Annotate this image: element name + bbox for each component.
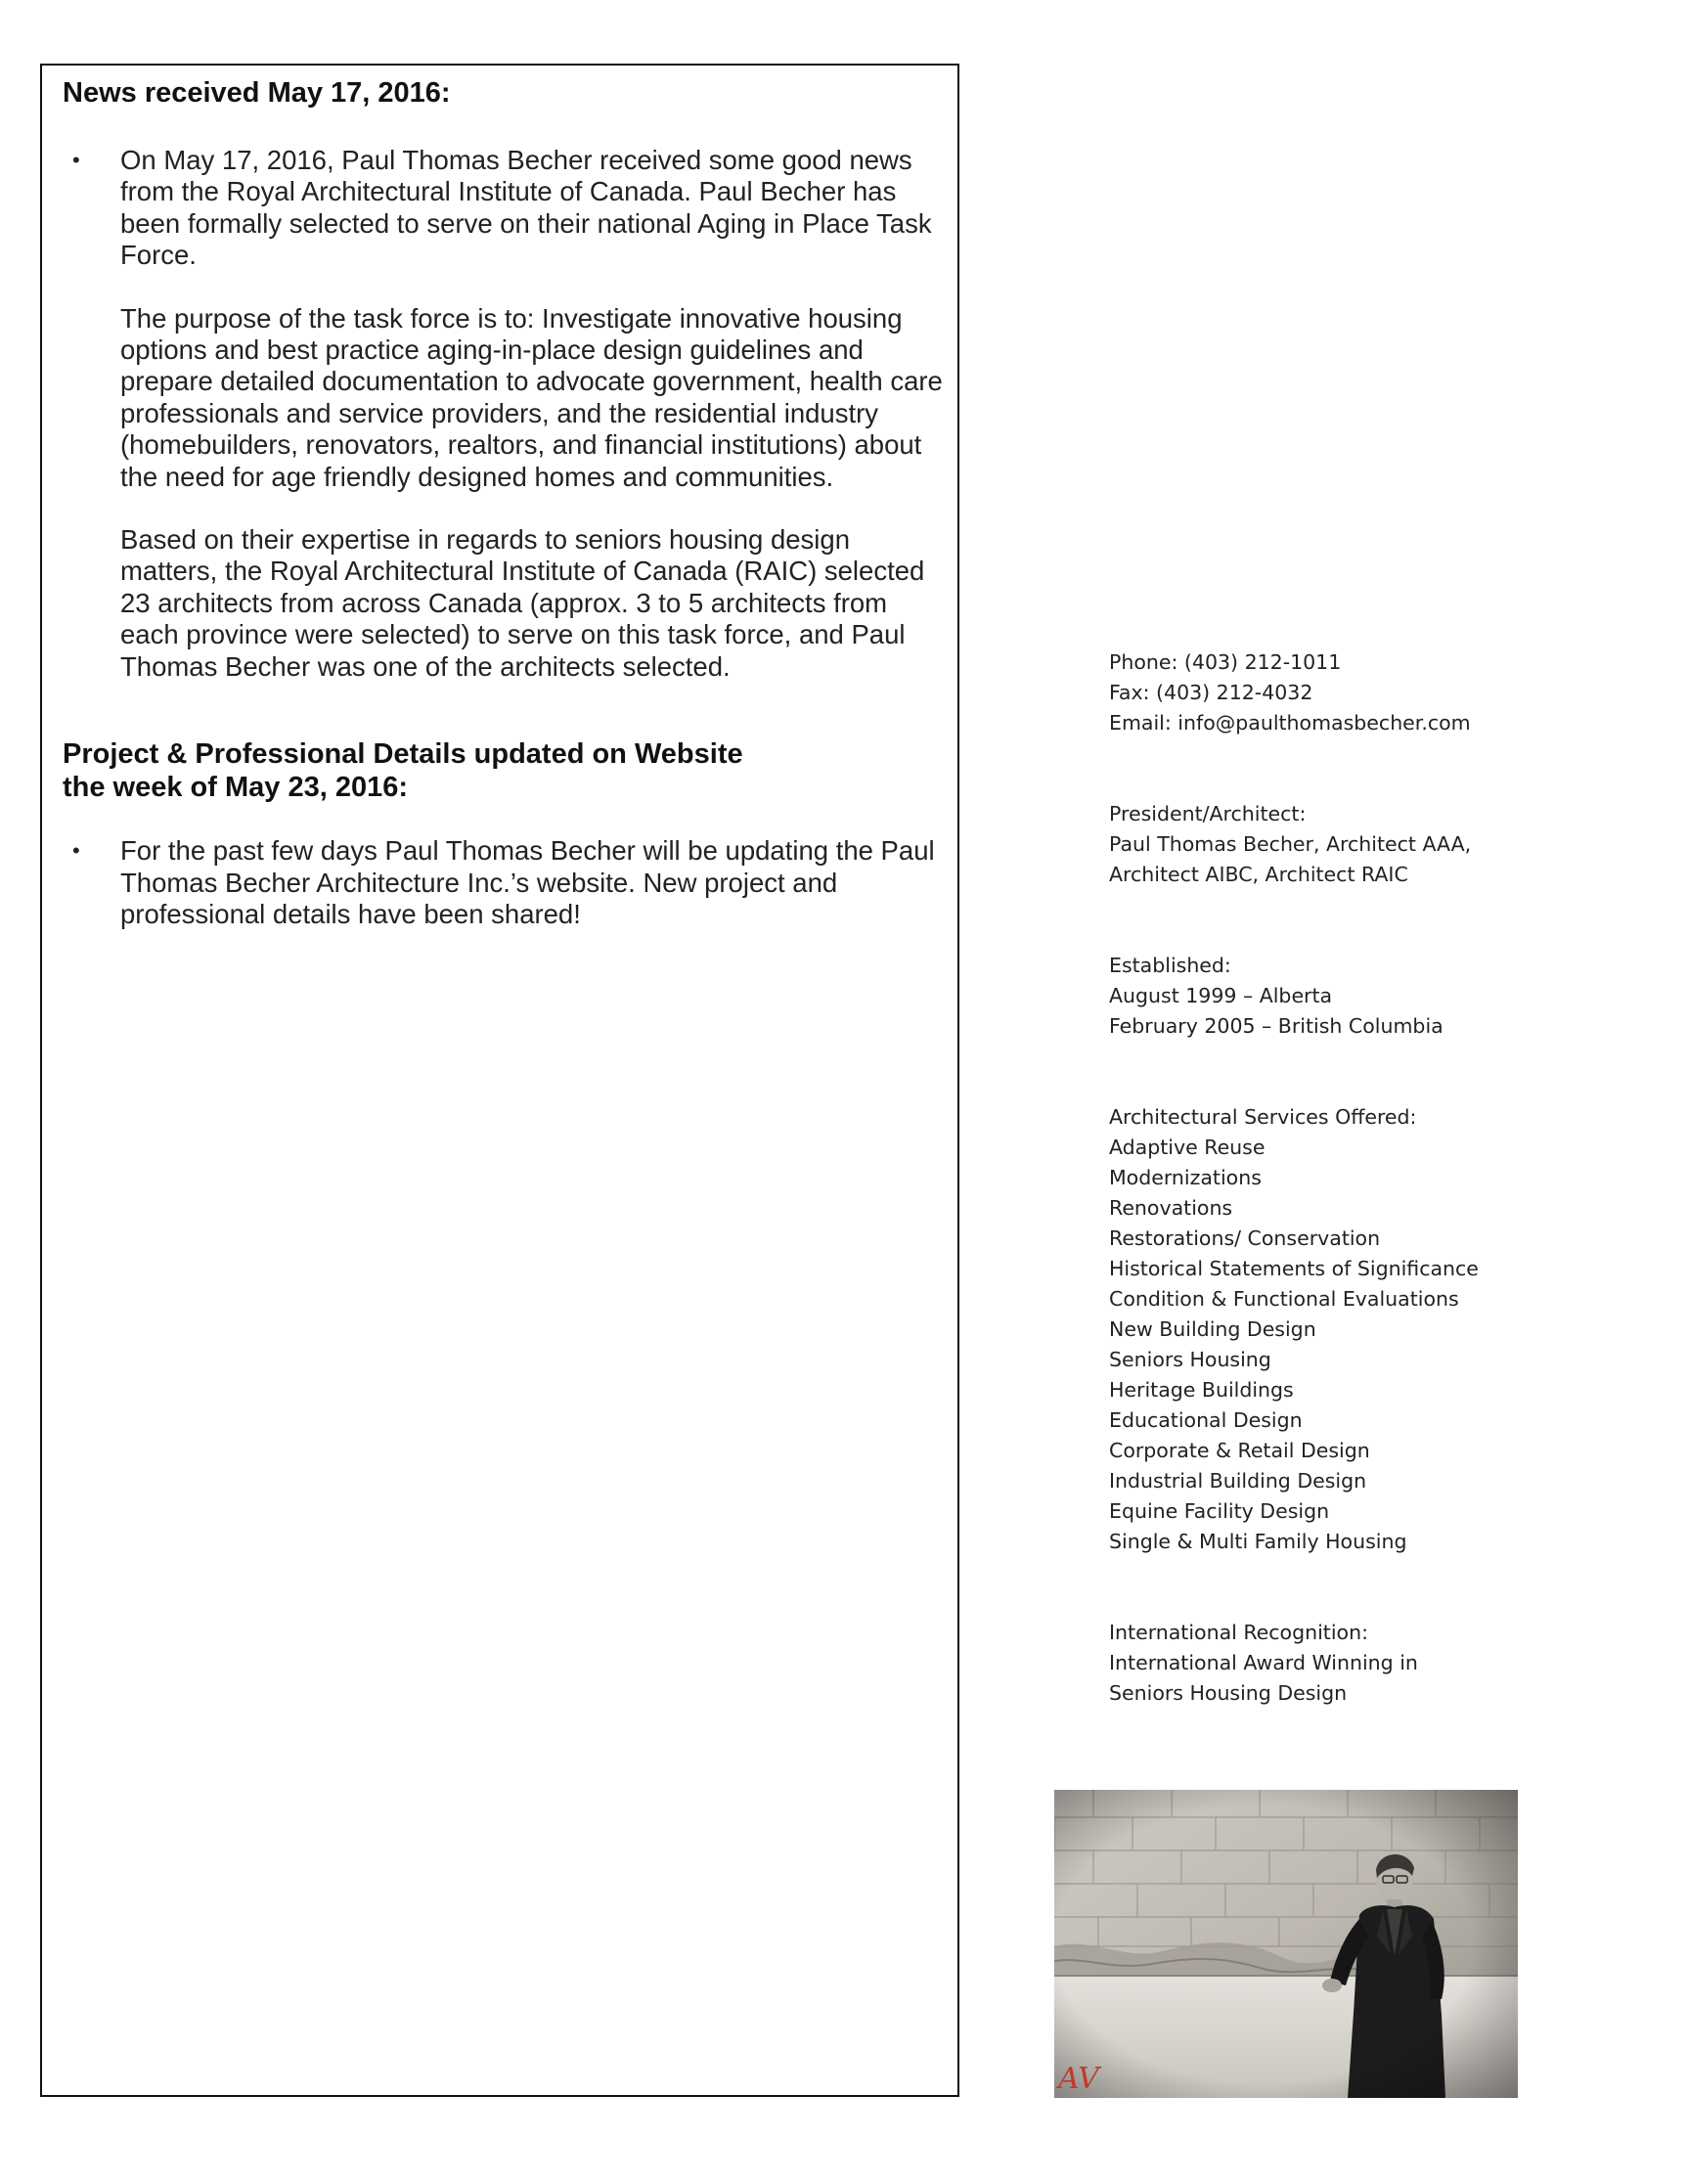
news-bullet-item <box>63 145 948 683</box>
news-paragraph: Based on their expertise in regards to seniors housing design matters, the Royal Architectural Institute of Canada (RAIC) selected 23 architects from across Canada (approx. 3 to 5 architects from each province were selected) to serve on this task force, and Paul Thomas Becher was one of the architects selected. <box>120 524 925 682</box>
news-content <box>63 76 948 930</box>
president-label: President/Architect: <box>1109 802 1307 825</box>
monogram-logo: AV <box>1058 2062 1099 2096</box>
service-item: Corporate & Retail Design <box>1109 1439 1370 1462</box>
company-sidebar <box>1109 647 1598 1709</box>
service-item: Industrial Building Design <box>1109 1469 1367 1493</box>
portrait-illustration <box>1054 1790 1518 2098</box>
phone-number: Phone: (403) 212-1011 <box>1109 650 1342 674</box>
recognition-info <box>1109 1618 1598 1709</box>
email-address: Email: info@paulthomasbecher.com <box>1109 711 1471 735</box>
website-update-heading <box>63 737 948 804</box>
recognition-line: International Award Winning in <box>1109 1651 1418 1674</box>
news-paragraph: On May 17, 2016, Paul Thomas Becher received some good news from the Royal Architectural Institute of Canada. Paul Becher has been formally selected to serve on their national Aging in Place Task Force. <box>120 145 932 271</box>
architect-portrait-photo <box>1054 1790 1518 2098</box>
website-update-heading-line: the week of May 23, 2016: <box>63 772 408 804</box>
service-item: Restorations/ Conservation <box>1109 1226 1381 1250</box>
service-item: Condition & Functional Evaluations <box>1109 1287 1459 1311</box>
news-paragraph: The purpose of the task force is to: Investigate innovative housing options and best practice aging-in-place design guidelines and prepare detailed documentation to advocate government, health care professionals and service providers, and the residential industry (homebuilders, renovators, realtors, and financial institutions) about the need for age friendly designed homes and communities. <box>120 302 943 492</box>
service-item: Educational Design <box>1109 1408 1303 1432</box>
services-label: Architectural Services Offered: <box>1109 1105 1417 1129</box>
service-item: Single & Multi Family Housing <box>1109 1530 1407 1553</box>
service-item: Adaptive Reuse <box>1109 1136 1266 1159</box>
news-paragraph: For the past few days Paul Thomas Becher will be updating the Paul Thomas Becher Architecture Inc.’s website. New project and professional details have been shared! <box>120 835 935 929</box>
news-bullet-item <box>63 835 948 930</box>
service-item: Renovations <box>1109 1196 1233 1220</box>
established-line: August 1999 – Alberta <box>1109 984 1333 1007</box>
established-label: Established: <box>1109 954 1231 977</box>
president-line: Paul Thomas Becher, Architect AAA, <box>1109 832 1472 856</box>
service-item: Seniors Housing <box>1109 1348 1271 1371</box>
bullet-icon: • <box>72 148 80 172</box>
president-line: Architect AIBC, Architect RAIC <box>1109 863 1408 886</box>
service-item: Historical Statements of Significance <box>1109 1257 1479 1280</box>
service-item: New Building Design <box>1109 1317 1316 1341</box>
fax-number: Fax: (403) 212-4032 <box>1109 681 1313 704</box>
bullet-icon: • <box>72 838 80 864</box>
service-item: Heritage Buildings <box>1109 1378 1294 1402</box>
service-item: Equine Facility Design <box>1109 1499 1330 1523</box>
recognition-label: International Recognition: <box>1109 1621 1368 1644</box>
news-heading: News received May 17, 2016: <box>63 77 451 109</box>
recognition-line: Seniors Housing Design <box>1109 1681 1348 1705</box>
service-item: Modernizations <box>1109 1166 1262 1189</box>
established-info <box>1109 951 1598 1042</box>
services-info <box>1109 1102 1598 1557</box>
established-line: February 2005 – British Columbia <box>1109 1014 1444 1038</box>
contact-info <box>1109 647 1598 738</box>
president-info <box>1109 799 1598 890</box>
news-panel <box>40 64 959 2097</box>
website-update-heading-line: Project & Professional Details updated on Website <box>63 738 743 771</box>
